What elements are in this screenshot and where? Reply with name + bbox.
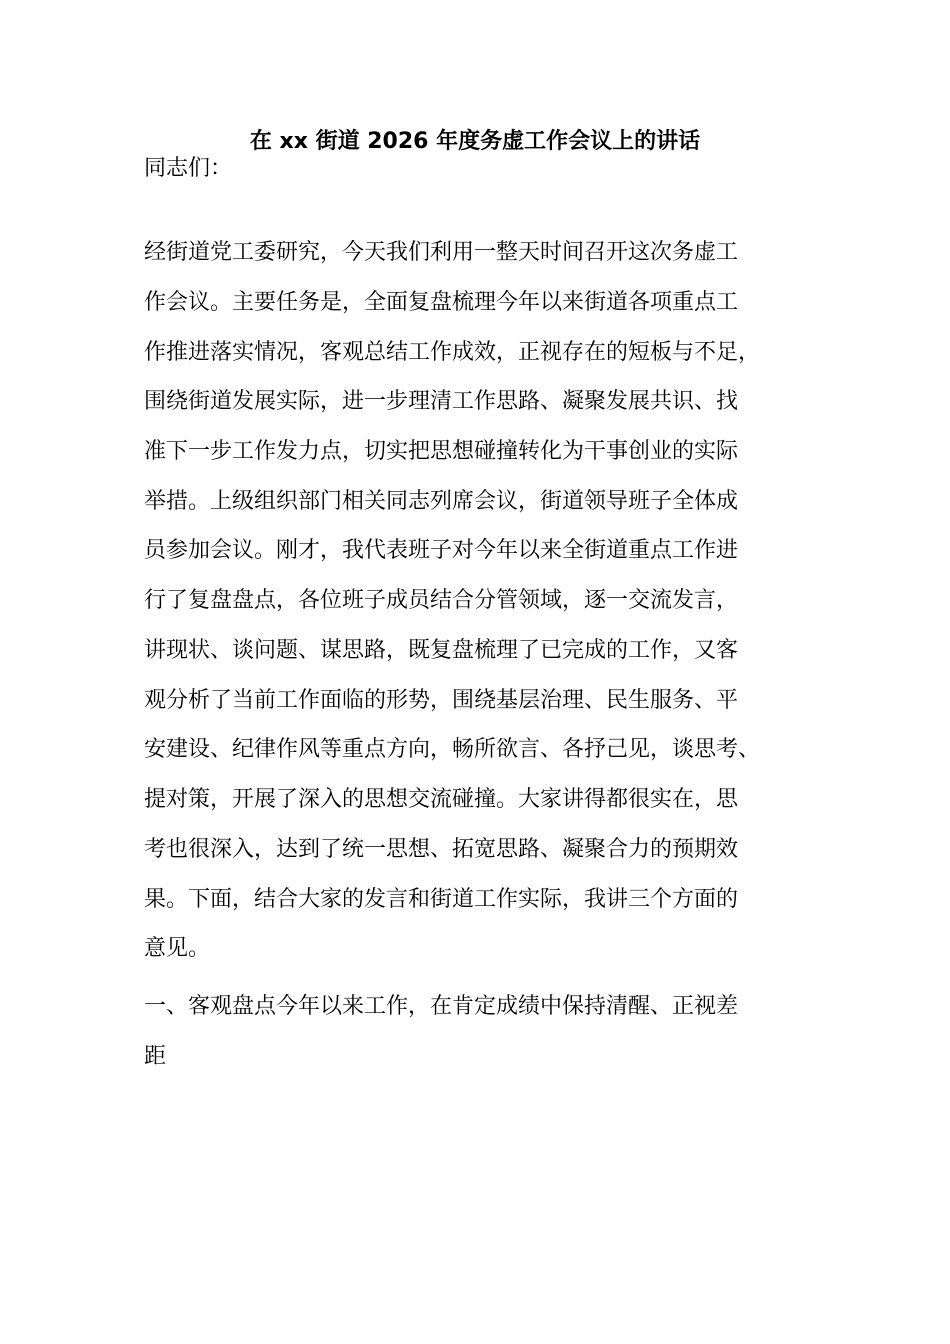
- paragraph-line: 行了复盘盘点，各位班子成员结合分管领域，逐一交流发言，: [144, 588, 739, 613]
- paragraph-line: 安建设、纪律作风等重点方向，畅所欲言、各抒己见，谈思考、: [144, 737, 761, 762]
- paragraph-line: 意见。: [144, 936, 211, 961]
- paragraph-line: 考也很深入，达到了统一思想、拓宽思路、凝聚合力的预期效: [144, 837, 739, 862]
- paragraph-line: 作会议。主要任务是，全面复盘梳理今年以来街道各项重点工: [144, 290, 739, 315]
- section-heading-line: 距: [144, 1044, 167, 1069]
- paragraph-line: 围绕街道发展实际，进一步理清工作思路、凝聚发展共识、找: [144, 389, 739, 414]
- paragraph-line: 作推进落实情况，客观总结工作成效，正视存在的短板与不足，: [144, 340, 761, 365]
- paragraph-line: 果。下面，结合大家的发言和街道工作实际，我讲三个方面的: [144, 887, 739, 912]
- paragraph-line: 员参加会议。刚才，我代表班子对今年以来全街道重点工作进: [144, 538, 739, 563]
- paragraph-line: 准下一步工作发力点，切实把思想碰撞转化为干事创业的实际: [144, 439, 739, 464]
- greeting: 同志们：: [144, 156, 233, 181]
- paragraph-line: 讲现状、谈问题、谋思路，既复盘梳理了已完成的工作，又客: [144, 638, 739, 663]
- paragraph-line: 举措。上级组织部门相关同志列席会议，街道领导班子全体成: [144, 489, 739, 514]
- paragraph-line: 提对策，开展了深入的思想交流碰撞。大家讲得都很实在，思: [144, 787, 739, 812]
- section-heading-line: 一、客观盘点今年以来工作，在肯定成绩中保持清醒、正视差: [144, 994, 739, 1019]
- paragraph-line: 经街道党工委研究，今天我们利用一整天时间召开这次务虚工: [144, 240, 739, 265]
- paragraph-line: 观分析了当前工作面临的形势，围绕基层治理、民生服务、平: [144, 688, 739, 713]
- document-title: 在 xx 街道 2026 年度务虚工作会议上的讲话: [249, 129, 701, 154]
